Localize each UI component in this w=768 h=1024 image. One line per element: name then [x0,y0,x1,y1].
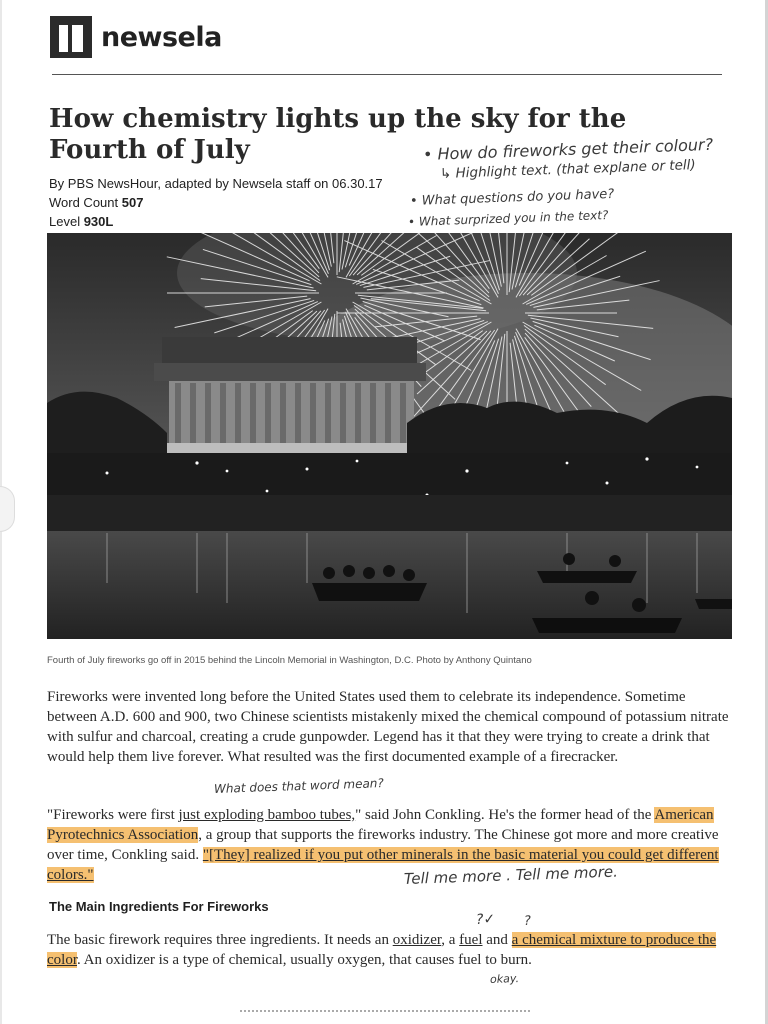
handwritten-question-3: • What surprized you in the text? [407,208,609,229]
photo-caption: Fourth of July fireworks go off in 2015 behind the Lincoln Memorial in Washington, D.C. Photo by Anthony Quintano [47,655,532,666]
paragraph-1: Fireworks were invented long before the United States used them to celebrate its independence. Sometime between A.D. 600 and 900, two Chinese scientists mistakenly mixed the chemical compound of potassium nitrate with sulfur and charcoal, creating a crude gunpowder. Legend has it that they were trying to create a drink that would help them live forever. What resulted was the first documented example of a firecracker. [47,689,729,765]
header-rule [52,74,722,75]
byline: By PBS NewsHour, adapted by Newsela staff on 06.30.17 [49,176,383,191]
level-label: Level [49,214,81,229]
highlight-chemical-mixture: a chemical mixture to produce the color [47,932,717,968]
word-count-value: 507 [121,195,144,210]
paragraph-3: The basic firework requires three ingredients. It needs an oxidizer, a fuel and a chemical mixture to produce the color. An oxidizer is a type of chemical, usually oxygen, that causes fuel to burn. [47,932,717,968]
paragraph-2: "Fireworks were first just exploding bamboo tubes," said John Conkling. He's the former head of the American Pyrotechnics Association, a group that supports the fireworks industry. The Chinese got more and more creative over time, Conkling said. "[They] realized if you put other minerals in the basic material you could get different colors." [47,807,719,883]
level-value: 930L [83,214,114,229]
handwritten-instruction: ↳ Highlight text. (that explane or tell) [439,157,696,182]
fireworks-photo [47,233,732,639]
word-count [49,195,143,210]
handwritten-okay: okay. [489,971,520,986]
brand-name: newsela [101,21,222,53]
underlined-fuel: fuel [459,932,483,948]
reading-level [49,214,113,229]
handwritten-tell-me-more: Tell me more . Tell me more. [403,862,619,888]
handwritten-mark-fuel: ? [523,913,532,929]
punch-hole [0,486,15,532]
handwritten-question-1: • How do fireworks get their colour? [422,134,714,164]
underlined-quote: just exploding bamboo tubes, [178,807,356,823]
newsela-logo-icon [50,16,92,58]
section-heading: The Main Ingredients For Fireworks [49,899,269,914]
highlight-minerals-quote: "[They] realized if you put other minerals in the basic material you could get different colors." [47,847,719,883]
cut-off-footer-line [240,1010,530,1016]
article-title: How chemistry lights up the sky for the Fourth of July [49,104,627,165]
handwritten-word-question: What does that word mean? [213,776,385,796]
handwritten-question-2: • What questions do you have? [409,186,615,209]
word-count-label: Word Count [49,195,119,210]
highlight-association: American Pyrotechnics Association [47,807,714,843]
handwritten-mark-oxidizer: ?✓ [475,911,496,928]
newsela-logo[interactable] [50,16,222,58]
underlined-oxidizer: oxidizer [392,932,442,948]
